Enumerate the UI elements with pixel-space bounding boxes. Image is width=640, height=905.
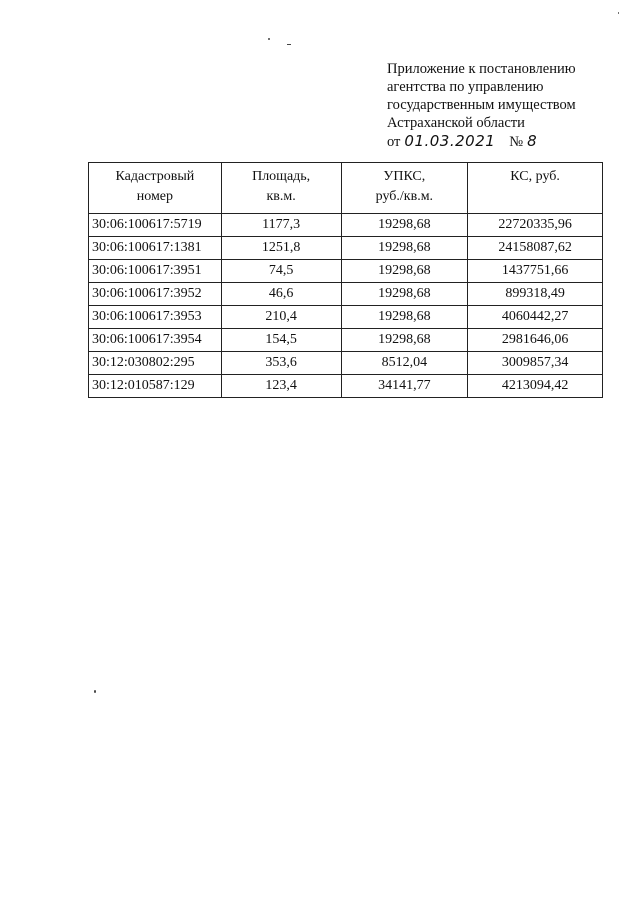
cell-area: 74,5 <box>221 260 341 283</box>
cell-specific-value: 34141,77 <box>341 375 468 398</box>
table-header-row <box>89 163 603 214</box>
cell-cadastral-number: 30:12:010587:129 <box>89 375 222 398</box>
cell-cadastral-number: 30:06:100617:5719 <box>89 214 222 237</box>
cell-cadastral-value: 24158087,62 <box>468 237 603 260</box>
cell-cadastral-number: 30:06:100617:3952 <box>89 283 222 306</box>
cell-specific-value: 19298,68 <box>341 283 468 306</box>
table-row <box>89 352 603 375</box>
appendix-header <box>387 60 627 151</box>
cell-cadastral-value: 899318,49 <box>468 283 603 306</box>
cell-specific-value: 19298,68 <box>341 306 468 329</box>
cell-area: 123,4 <box>221 375 341 398</box>
cell-cadastral-number: 30:06:100617:3951 <box>89 260 222 283</box>
cell-cadastral-value: 22720335,96 <box>468 214 603 237</box>
cell-specific-value: 19298,68 <box>341 214 468 237</box>
table-row <box>89 260 603 283</box>
cell-area: 46,6 <box>221 283 341 306</box>
cell-cadastral-value: 2981646,06 <box>468 329 603 352</box>
cell-cadastral-number: 30:06:100617:1381 <box>89 237 222 260</box>
cell-area: 1251,8 <box>221 237 341 260</box>
cell-specific-value: 19298,68 <box>341 237 468 260</box>
column-header-cadastral-number: Кадастровый номер <box>89 163 222 214</box>
cell-area: 353,6 <box>221 352 341 375</box>
scan-speck <box>268 38 270 40</box>
table-row <box>89 283 603 306</box>
appendix-date-line <box>387 132 627 151</box>
number-label: № <box>509 134 524 150</box>
cell-specific-value: 19298,68 <box>341 260 468 283</box>
appendix-line: Астраханской области <box>387 115 525 131</box>
cell-area: 210,4 <box>221 306 341 329</box>
scan-speck <box>618 12 619 14</box>
column-header-area: Площадь, кв.м. <box>221 163 341 214</box>
cell-area: 1177,3 <box>221 214 341 237</box>
from-label: от <box>387 134 401 150</box>
cell-specific-value: 8512,04 <box>341 352 468 375</box>
scan-speck <box>287 44 291 45</box>
table-row <box>89 329 603 352</box>
handwritten-number: 8 <box>527 132 538 150</box>
cell-area: 154,5 <box>221 329 341 352</box>
table-row <box>89 375 603 398</box>
column-header-cadastral-value: КС, руб. <box>468 163 603 214</box>
cell-specific-value: 19298,68 <box>341 329 468 352</box>
cadastral-value-table <box>88 162 603 398</box>
cell-cadastral-value: 3009857,34 <box>468 352 603 375</box>
cell-cadastral-value: 4060442,27 <box>468 306 603 329</box>
handwritten-date: 01.03.2021 <box>404 132 496 150</box>
cell-cadastral-number: 30:06:100617:3953 <box>89 306 222 329</box>
column-header-specific-value: УПКС, руб./кв.м. <box>341 163 468 214</box>
table-row <box>89 237 603 260</box>
cell-cadastral-value: 1437751,66 <box>468 260 603 283</box>
appendix-line: Приложение к постановлению <box>387 61 576 77</box>
cell-cadastral-number: 30:12:030802:295 <box>89 352 222 375</box>
appendix-line: государственным имуществом <box>387 97 576 113</box>
appendix-line: агентства по управлению <box>387 79 544 95</box>
cell-cadastral-number: 30:06:100617:3954 <box>89 329 222 352</box>
cell-cadastral-value: 4213094,42 <box>468 375 603 398</box>
table-row <box>89 214 603 237</box>
scan-speck <box>94 690 96 693</box>
table-row <box>89 306 603 329</box>
